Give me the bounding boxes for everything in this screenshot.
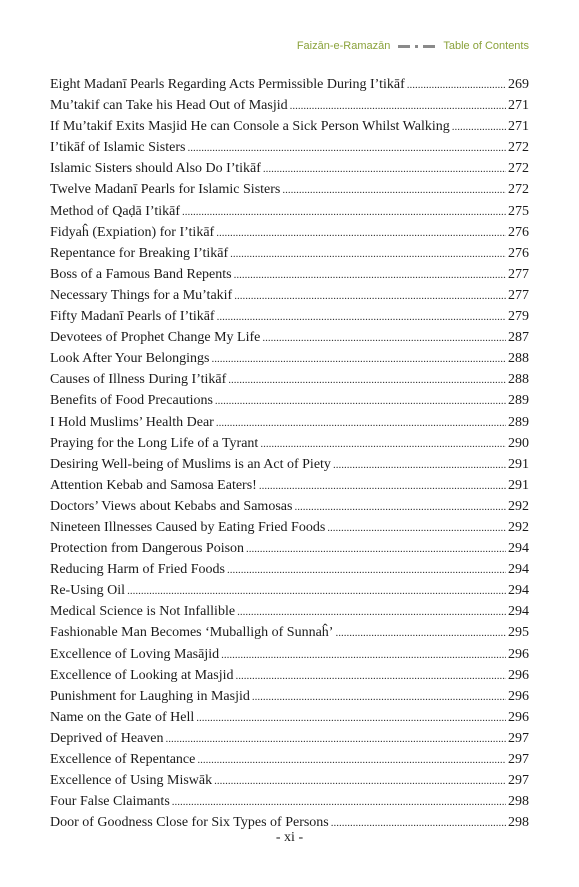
toc-entry-title: Name on the Gate of Hell bbox=[50, 709, 195, 725]
toc-entry[interactable] bbox=[50, 791, 529, 812]
toc-entry-title: Devotees of Prophet Change My Life bbox=[50, 330, 261, 346]
toc-entry-page: 271 bbox=[508, 119, 529, 135]
toc-entry-page: 296 bbox=[508, 667, 529, 683]
toc-entry-title: Look After Your Belongings bbox=[50, 351, 210, 367]
toc-leader-dots bbox=[282, 180, 506, 200]
toc-leader-dots bbox=[127, 581, 506, 601]
toc-entry-title: Necessary Things for a Mu’takif bbox=[50, 287, 233, 303]
toc-leader-dots bbox=[236, 666, 507, 686]
toc-entry-title: Excellence of Looking at Masjid bbox=[50, 667, 234, 683]
toc-entry-title: Eight Madanī Pearls Regarding Acts Permissible During I’tikāf bbox=[50, 77, 405, 92]
toc-entry-page: 271 bbox=[508, 98, 529, 114]
separator-dash bbox=[423, 45, 435, 48]
toc-leader-dots bbox=[252, 687, 506, 707]
toc-entry-title: Method of Qaḍā I’tikāf bbox=[50, 203, 180, 219]
toc-entry-page: 291 bbox=[508, 456, 529, 472]
toc-entry-title: Attention Kebab and Samosa Eaters! bbox=[50, 477, 257, 493]
toc-entry-page: 272 bbox=[508, 161, 529, 177]
toc-entry-title: Re-Using Oil bbox=[50, 583, 126, 599]
toc-entry-title: Four False Claimants bbox=[50, 794, 170, 810]
toc-entry-title: Excellence of Repentance bbox=[50, 752, 196, 767]
toc-leader-dots bbox=[214, 771, 506, 791]
toc-entry-title: Repentance for Breaking I’tikāf bbox=[50, 245, 229, 261]
toc-leader-dots bbox=[237, 602, 506, 622]
toc-entry-title: Mu’takif can Take his Head Out of Masjid bbox=[50, 98, 288, 114]
toc-leader-dots bbox=[407, 75, 506, 95]
toc-leader-dots bbox=[294, 497, 506, 517]
toc-entry-title: Excellence of Using Miswāk bbox=[50, 773, 213, 789]
toc-leader-dots bbox=[187, 138, 506, 158]
toc-entry-title: Medical Science is Not Infallible bbox=[50, 604, 236, 620]
toc-entry-title: Punishment for Laughing in Masjid bbox=[50, 688, 250, 704]
toc-entry-page: 279 bbox=[508, 309, 529, 325]
toc-entry-page: 277 bbox=[508, 266, 529, 282]
toc-entry-page: 296 bbox=[508, 688, 529, 704]
toc-leader-dots bbox=[216, 413, 506, 433]
toc-entry[interactable] bbox=[50, 390, 529, 411]
toc-entry-page: 288 bbox=[508, 372, 529, 388]
toc-entry-page: 294 bbox=[508, 583, 529, 599]
toc-entry[interactable] bbox=[50, 770, 529, 791]
toc-leader-dots bbox=[228, 370, 506, 390]
toc-entry-title: Fashionable Man Becomes ‘Muballigh of Sunnaĥ’ bbox=[50, 625, 334, 641]
toc-leader-dots bbox=[333, 455, 506, 475]
toc-leader-dots bbox=[262, 328, 506, 348]
toc-entry[interactable] bbox=[50, 538, 529, 559]
toc-entry[interactable] bbox=[50, 158, 529, 179]
separator-dot bbox=[415, 45, 418, 48]
toc-entry-page: 298 bbox=[508, 815, 529, 831]
toc-leader-dots bbox=[259, 476, 506, 496]
toc-entry-title: I Hold Muslims’ Health Dear bbox=[50, 414, 214, 430]
toc-entry-title: Excellence of Loving Masājid bbox=[50, 646, 220, 662]
toc-entry-title: Twelve Madanī Pearls for Islamic Sisters bbox=[50, 182, 281, 198]
book-title: Faizān-e-Ramazān bbox=[296, 40, 391, 52]
toc-entry-title: Desiring Well-being of Muslims is an Act of Piety bbox=[50, 456, 331, 472]
toc-entry[interactable] bbox=[50, 243, 529, 264]
toc-entry-page: 276 bbox=[508, 245, 529, 261]
toc-entry[interactable] bbox=[50, 496, 529, 517]
toc-entry-page: 289 bbox=[508, 414, 529, 430]
toc-entry[interactable] bbox=[50, 475, 529, 496]
toc-leader-dots bbox=[246, 539, 506, 559]
toc-entry-page: 298 bbox=[508, 794, 529, 810]
toc-entry-page: 287 bbox=[508, 330, 529, 346]
toc-entry-title: Fifty Madanī Pearls of I’tikāf bbox=[50, 309, 215, 325]
toc-entry-page: 277 bbox=[508, 287, 529, 303]
toc-entry-page: 296 bbox=[508, 646, 529, 662]
toc-entry-title: Boss of a Famous Band Repents bbox=[50, 266, 232, 282]
toc-leader-dots bbox=[234, 265, 506, 285]
toc-leader-dots bbox=[197, 750, 506, 770]
toc-leader-dots bbox=[227, 560, 506, 580]
toc-leader-dots bbox=[335, 623, 506, 643]
toc-entry-page: 290 bbox=[508, 435, 529, 451]
toc-entry[interactable] bbox=[50, 201, 529, 222]
toc-entry-title: Deprived of Heaven bbox=[50, 730, 164, 746]
toc-entry-title: Praying for the Long Life of a Tyrant bbox=[50, 435, 259, 451]
toc-entry-page: 294 bbox=[508, 562, 529, 578]
toc-entry[interactable] bbox=[50, 285, 529, 306]
toc-entry-title: Causes of Illness During I’tikāf bbox=[50, 372, 227, 388]
toc-entry[interactable] bbox=[50, 580, 529, 601]
page-number: - xi - bbox=[275, 830, 304, 845]
toc-entry-title: Doctors’ Views about Kebabs and Samosas bbox=[50, 498, 293, 514]
toc-entry-page: 291 bbox=[508, 477, 529, 493]
toc-entry-title: Reducing Harm of Fried Foods bbox=[50, 562, 225, 578]
toc-entry-title: Nineteen Illnesses Caused by Eating Fried Foods bbox=[50, 519, 326, 535]
toc-entry[interactable] bbox=[50, 622, 529, 643]
toc-entry-title: Door of Goodness Close for Six Types of Persons bbox=[50, 815, 329, 831]
toc-entry-title: I’tikāf of Islamic Sisters bbox=[50, 140, 186, 156]
toc-leader-dots bbox=[182, 202, 506, 222]
toc-entry[interactable] bbox=[50, 412, 529, 433]
toc-entry[interactable] bbox=[50, 95, 529, 116]
toc-leader-dots bbox=[260, 434, 506, 454]
toc-entry-page: 288 bbox=[508, 351, 529, 367]
toc-leader-dots bbox=[166, 729, 506, 749]
toc-entry-page: 289 bbox=[508, 393, 529, 409]
toc-entry-page: 272 bbox=[508, 182, 529, 198]
toc-entry[interactable] bbox=[50, 433, 529, 454]
toc-entry[interactable] bbox=[50, 369, 529, 390]
toc-entry[interactable] bbox=[50, 306, 529, 327]
toc-entry-page: 292 bbox=[508, 498, 529, 514]
toc-entry-page: 272 bbox=[508, 140, 529, 156]
toc-entry-page: 295 bbox=[508, 625, 529, 641]
toc-entry-title: Benefits of Food Precautions bbox=[50, 393, 213, 409]
toc-entry[interactable] bbox=[50, 559, 529, 580]
toc-entry[interactable] bbox=[50, 707, 529, 728]
toc-entry-page: 275 bbox=[508, 203, 529, 219]
toc-entry-page: 294 bbox=[508, 604, 529, 620]
toc-entry[interactable] bbox=[50, 517, 529, 538]
toc-entry[interactable] bbox=[50, 601, 529, 622]
toc-entry[interactable] bbox=[50, 179, 529, 200]
toc-entry-title: Islamic Sisters should Also Do I’tikāf bbox=[50, 161, 261, 177]
toc-entry-page: 297 bbox=[508, 752, 529, 767]
toc-leader-dots bbox=[216, 223, 506, 243]
toc-entry[interactable] bbox=[50, 348, 529, 369]
toc-entry[interactable] bbox=[50, 327, 529, 348]
toc-entry[interactable] bbox=[50, 74, 529, 95]
toc-entry-title: Protection from Dangerous Poison bbox=[50, 541, 245, 557]
toc-entry[interactable] bbox=[50, 454, 529, 475]
toc-entry-page: 297 bbox=[508, 773, 529, 789]
toc-entry[interactable] bbox=[50, 116, 529, 137]
toc-entry[interactable] bbox=[50, 686, 529, 707]
separator-dash bbox=[398, 45, 410, 48]
toc-leader-dots bbox=[221, 645, 506, 665]
header-separator bbox=[398, 45, 435, 48]
toc-entry[interactable] bbox=[50, 749, 529, 770]
toc-leader-dots bbox=[327, 518, 506, 538]
toc-leader-dots bbox=[234, 286, 506, 306]
toc-leader-dots bbox=[263, 159, 506, 179]
toc-entry-page: 276 bbox=[508, 224, 529, 240]
toc-entry-page: 296 bbox=[508, 709, 529, 725]
toc-entry[interactable] bbox=[50, 728, 529, 749]
toc-entry[interactable] bbox=[50, 264, 529, 285]
toc-leader-dots bbox=[217, 307, 506, 327]
toc-leader-dots bbox=[452, 117, 506, 137]
toc-leader-dots bbox=[215, 391, 506, 411]
toc-leader-dots bbox=[172, 792, 506, 812]
toc-entry[interactable] bbox=[50, 644, 529, 665]
toc-entry-page: 292 bbox=[508, 519, 529, 535]
toc-leader-dots bbox=[230, 244, 506, 264]
toc-entry[interactable] bbox=[50, 137, 529, 158]
toc-entry-title: Fidyaĥ (Expiation) for I’tikāf bbox=[50, 224, 215, 240]
toc-leader-dots bbox=[196, 708, 506, 728]
toc-leader-dots bbox=[211, 349, 506, 369]
toc-entry-page: 297 bbox=[508, 730, 529, 746]
toc-entry[interactable] bbox=[50, 665, 529, 686]
toc-entry-title: If Mu’takif Exits Masjid He can Console a Sick Person Whilst Walking bbox=[50, 119, 450, 135]
toc-entry[interactable] bbox=[50, 222, 529, 243]
toc-leader-dots bbox=[290, 96, 506, 116]
table-of-contents bbox=[50, 74, 529, 833]
running-header bbox=[297, 40, 529, 52]
toc-entry-page: 269 bbox=[508, 77, 529, 92]
toc-entry-page: 294 bbox=[508, 541, 529, 557]
section-title: Table of Contents bbox=[443, 40, 529, 52]
